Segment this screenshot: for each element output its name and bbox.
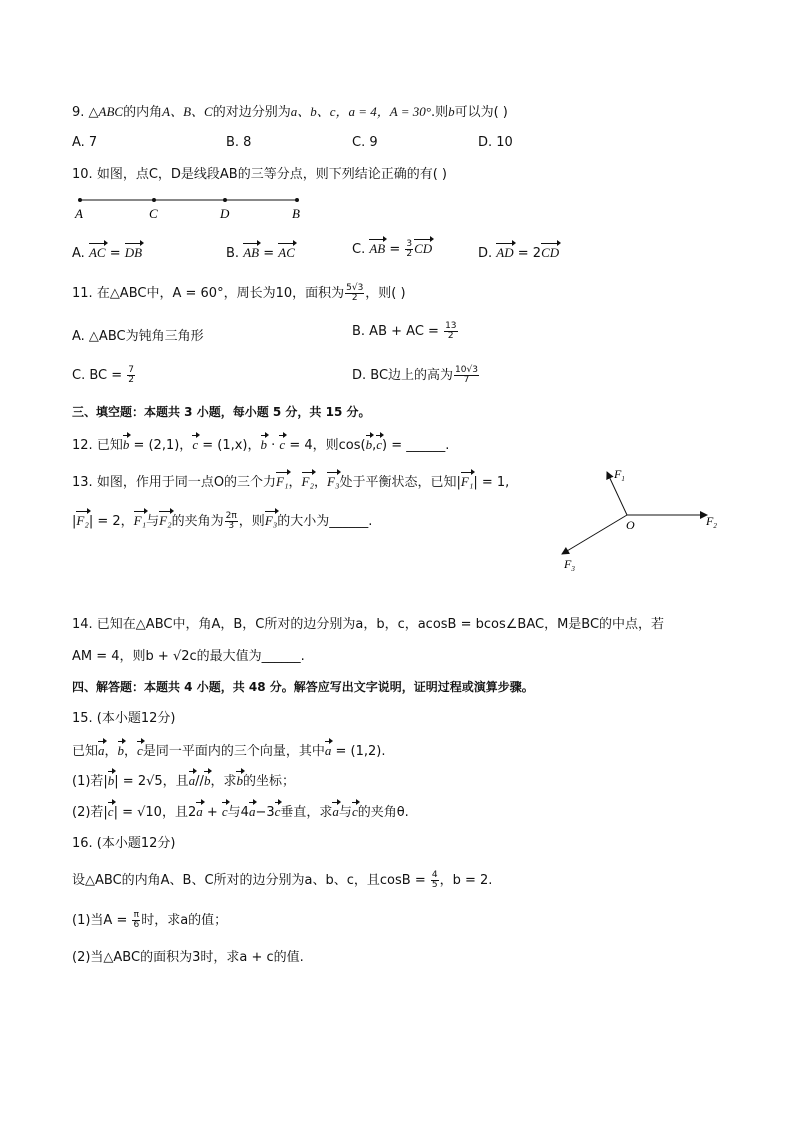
- question-16-part-2: (2)当△ABC的面积为3时，求a + c的值.: [72, 950, 304, 965]
- question-16-part-1: (1)当A = $\frac{\pi}{6}$ 时，求a的值；: [72, 910, 228, 930]
- force-f2-label: $F_2$: [706, 514, 717, 530]
- question-11: 11. 在△ABC中，A = 60°，周长为10，面积为 $\frac{5√3}{2}$ ，则( ): [72, 283, 406, 303]
- fraction-pi-6: $\frac{\pi}{6}$: [133, 910, 140, 930]
- area-fraction: $\frac{5√3}{2}$: [346, 283, 364, 303]
- q11-option-a: A. △ABC为钝角三角形: [72, 329, 204, 344]
- origin-o-label: O: [626, 518, 635, 532]
- point-c-label: C: [149, 206, 158, 221]
- question-13-line-1: 13. 如图，作用于同一点O的三个力F₁，F₂，F₃处于平衡状态，已知|F₁| = 1,: [72, 474, 510, 490]
- fraction-4-5: $\frac{4}{5}$: [431, 870, 438, 890]
- question-15-stem: 已知a，b，c是同一平面内的三个向量，其中a = (1,2).: [72, 743, 386, 759]
- question-15-part-2: (2)若|c| = √10，且2a + c与4a−3c垂直，求a与c的夹角θ.: [72, 804, 409, 820]
- fraction-3-2: $\frac{3}{2}$: [406, 239, 413, 259]
- point-a-dot: [78, 198, 82, 202]
- section-3-heading: 三、填空题：本题共 3 小题，每小题 5 分，共 15 分。: [72, 405, 371, 419]
- question-16-stem: 设△ABC的内角A、B、C所对的边分别为a、b、c，且cosB = $\frac{4}{5}$ ，b = 2.: [72, 870, 493, 890]
- fraction-10root3-7: $\frac{10√3}{7}$: [455, 365, 478, 385]
- q9-option-a: A. 7: [72, 135, 98, 150]
- point-b-label: B: [292, 206, 300, 221]
- q10-option-c: C. AB = $\frac{3}{2}$ CD: [352, 239, 433, 259]
- section-4-heading: 四、解答题：本题共 4 小题，共 48 分。解答应写出文字说明，证明过程或演算步骤。: [72, 680, 534, 694]
- question-9: 9. △ABC的内角A、B、C的对边分别为a、b、c，a = 4，A = 30°.则b可以为( ): [72, 104, 508, 120]
- q9-option-d: D. 10: [478, 135, 513, 150]
- q9-option-c: C. 9: [352, 135, 378, 150]
- segment-figure: [70, 192, 320, 222]
- q10-option-a: A. AC = DB: [72, 245, 143, 261]
- force-f1-label: $F_1$: [614, 467, 625, 483]
- question-14-line-2: AM = 4，则b + √2c的最大值为______.: [72, 649, 305, 664]
- question-10: 10. 如图，点C，D是线段AB的三等分点，则下列结论正确的有( ): [72, 167, 447, 182]
- force-f3-arrow: [562, 515, 627, 554]
- point-d-label: D: [220, 206, 230, 221]
- point-d-dot: [223, 198, 227, 202]
- question-12: 12. 已知b = (2,1)，c = (1,x)，b · c = 4，则cos(b,c) = ______.: [72, 437, 450, 453]
- force-f3-label: $F_3$: [564, 557, 575, 573]
- q9-option-b: B. 8: [226, 135, 252, 150]
- fraction-7-2: $\frac{7}{2}$: [128, 365, 135, 385]
- fraction-13-2: $\frac{13}{2}$: [445, 321, 457, 341]
- q11-option-d: D. BC边上的高为 $\frac{10√3}{7}$: [352, 365, 478, 385]
- question-15-header: 15. (本小题12分): [72, 711, 176, 726]
- question-13-line-2: |F₂| = 2，F₁与F₂的夹角为 $\frac{2\pi}{3}$ ，则F₃的大小为______.: [72, 511, 373, 531]
- force-diagram: [550, 462, 740, 577]
- point-b-dot: [295, 198, 299, 202]
- question-14-line-1: 14. 已知在△ABC中，角A，B，C所对的边分别为a，b，c，acosB = bcos∠BAC，M是BC的中点，若: [72, 617, 665, 632]
- point-c-dot: [152, 198, 156, 202]
- question-16-header: 16. (本小题12分): [72, 836, 176, 851]
- question-15-part-1: (1)若|b| = 2√5，且a//b，求b的坐标；: [72, 773, 295, 789]
- q10-option-d: D. AD = 2CD: [478, 245, 560, 261]
- point-a-label: A: [75, 206, 83, 221]
- q11-option-c: C. BC = $\frac{7}{2}$: [72, 365, 135, 385]
- q11-option-b: B. AB + AC = $\frac{13}{2}$: [352, 321, 457, 341]
- angle-fraction: $\frac{2\pi}{3}$: [225, 511, 237, 531]
- q10-option-b: B. AB = AC: [226, 245, 295, 261]
